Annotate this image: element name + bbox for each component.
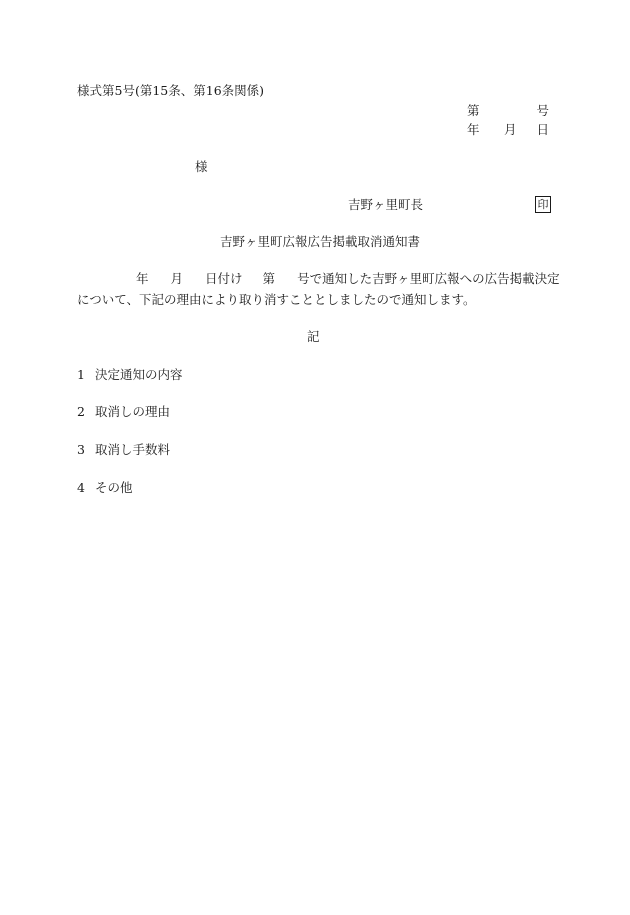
list-item-label: その他 xyxy=(95,480,133,495)
list-item xyxy=(77,482,133,495)
document-date-day: 日 xyxy=(536,122,549,137)
body-line-1-text: 号で通知した吉野ヶ里町広報への広告掲載決定 xyxy=(297,271,560,286)
body-line-1 xyxy=(77,273,560,286)
list-item xyxy=(77,406,170,419)
body-month: 月 xyxy=(170,271,184,286)
list-item xyxy=(77,369,183,382)
document-number xyxy=(467,105,549,118)
document-title: 吉野ヶ里町広報広告掲載取消通知書 xyxy=(220,234,421,249)
sender-name: 吉野ヶ里町長 xyxy=(348,197,424,212)
list-item-number: 1 xyxy=(77,367,85,382)
recipient-suffix: 様 xyxy=(195,159,208,174)
ki-heading: 記 xyxy=(307,329,320,344)
seal-mark: 印 xyxy=(535,196,551,213)
body-date-suffix: 日付け xyxy=(205,271,243,286)
body-number-prefix: 第 xyxy=(262,271,276,286)
list-item-number: 2 xyxy=(77,404,85,419)
document-number-prefix: 第 xyxy=(467,103,480,118)
list-item-label: 取消し手数料 xyxy=(95,442,171,457)
document-date-month: 月 xyxy=(504,122,517,137)
list-item-label: 決定通知の内容 xyxy=(95,367,183,382)
document-date xyxy=(467,124,549,137)
body-line-2: について、下記の理由により取り消すこととしましたので通知します。 xyxy=(77,292,476,307)
list-item-number: 4 xyxy=(77,480,85,495)
list-item-label: 取消しの理由 xyxy=(95,404,171,419)
form-number: 様式第5号(第15条、第16条関係) xyxy=(77,83,265,98)
document-number-suffix: 号 xyxy=(536,103,549,118)
list-item xyxy=(77,444,170,457)
body-year: 年 xyxy=(136,271,149,286)
document-date-year: 年 xyxy=(467,122,480,137)
list-item-number: 3 xyxy=(77,442,85,457)
